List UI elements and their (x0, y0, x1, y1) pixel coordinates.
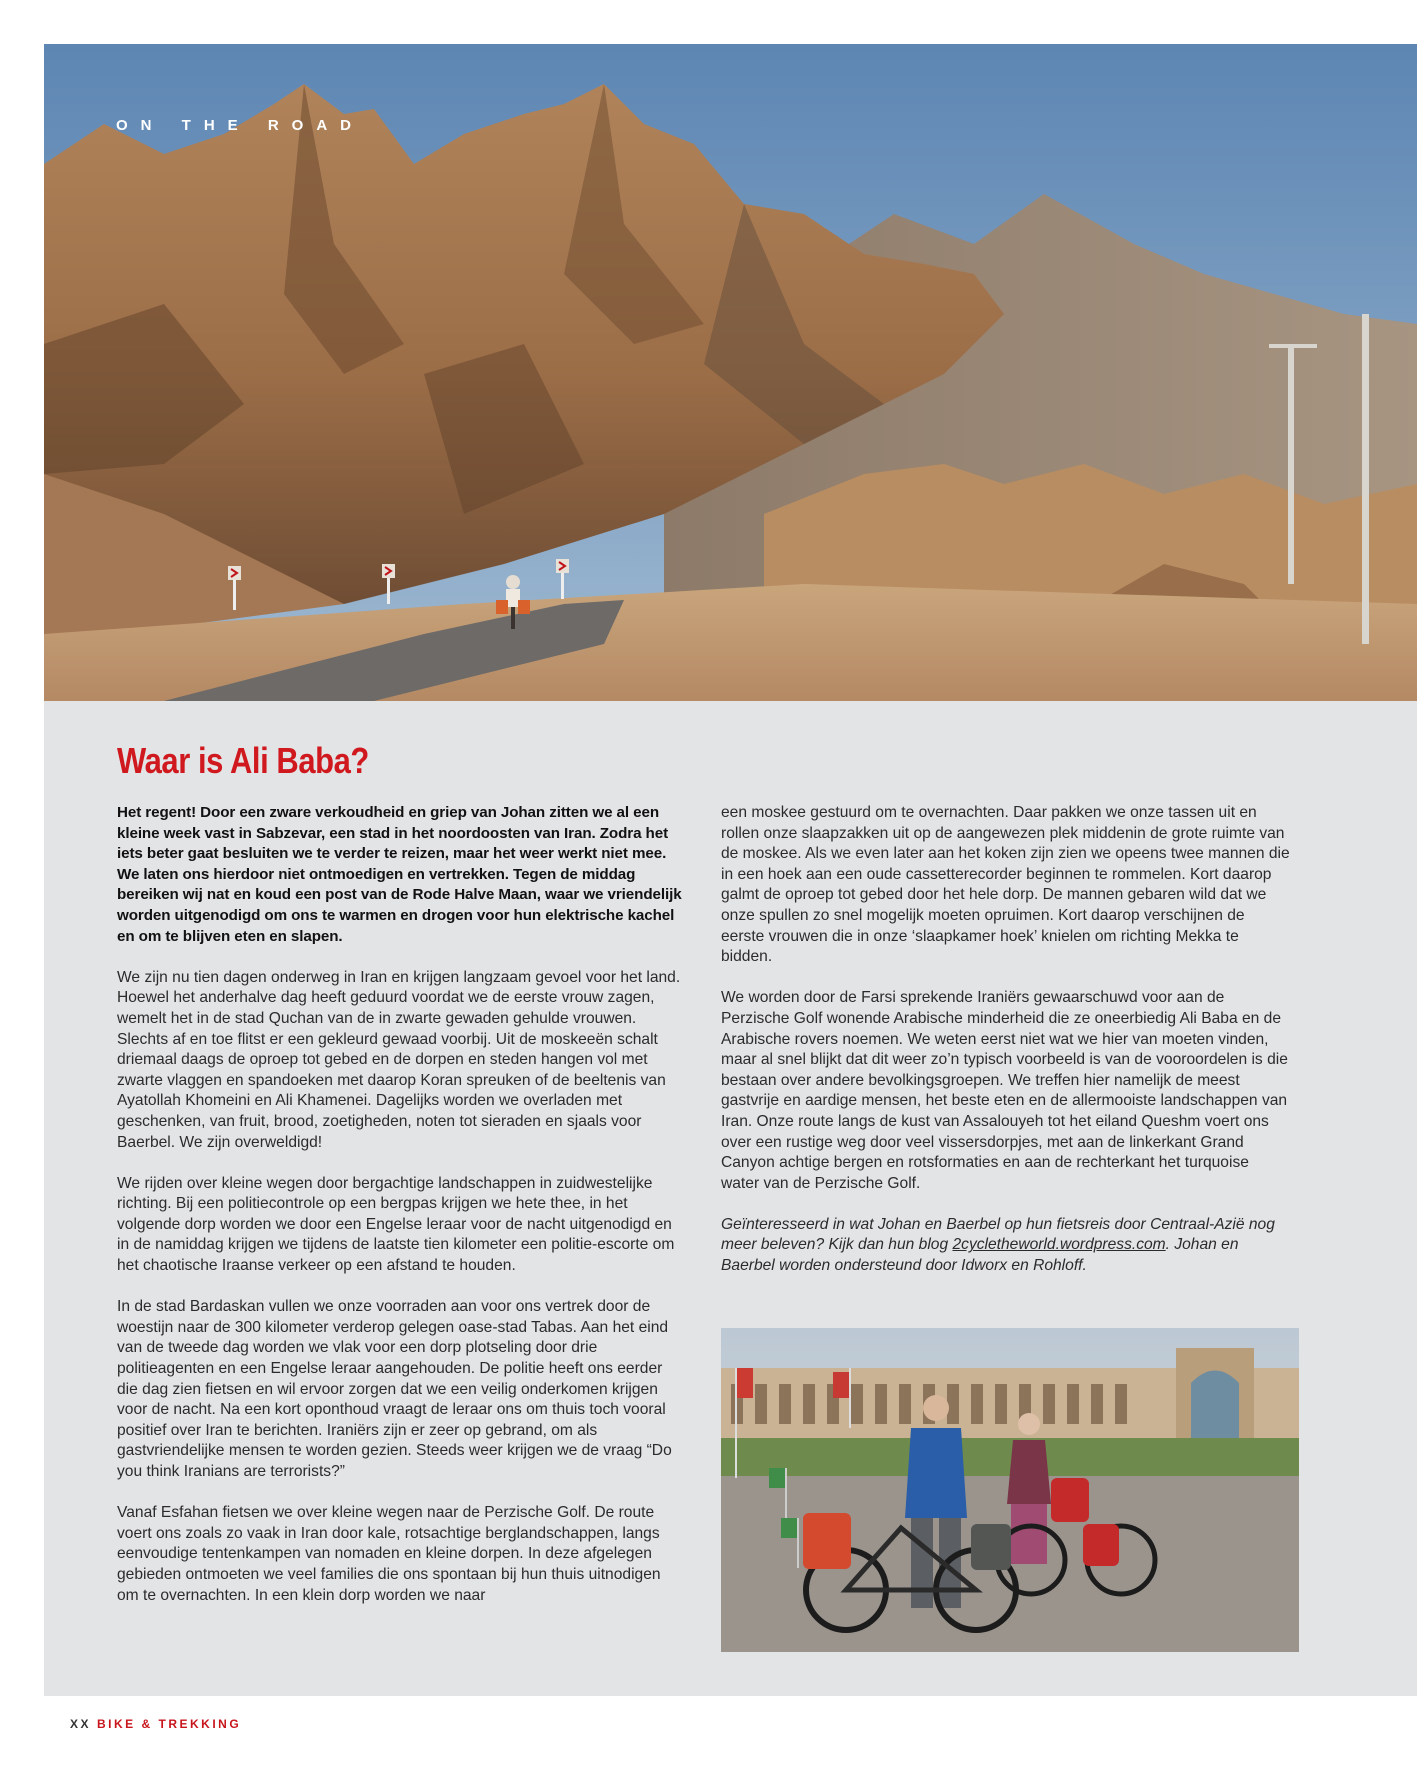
note-text-end: . Johan en Baerbel worden ondersteund door Idworx en Rohloff. (721, 1236, 1239, 1275)
body-paragraph: een moskee gestuurd om te overnachten. Daar pakken we onze tassen uit en rollen onze slaapzakken uit op de aangewezen plek middenin de grote ruimte van de moskee. Als we even later aan het koken zijn zien we opeens twee mannen die in een hoek aan een oude cassetterecorder beginnen te rommelen. Kort daarop galmt de oproep tot gebed door het hele dorp. De mannen gebaren wild dat we onze spullen zo snel mogelijk moeten opruimen. Kort daarop verschijnen de eerste vrouwen die in onze ‘slaapkamer hoek’ knielen om richting Mekka te bidden. (721, 804, 1290, 966)
blog-link[interactable]: 2cycletheworld.wordpress.com (952, 1236, 1166, 1254)
page-footer (70, 1717, 241, 1731)
note-text: Geïnteresseerd in wat Johan en Baerbel op hun fietsreis door Centraal-Azië nog meer beleven? Kijk dan hun blog (721, 1215, 1275, 1254)
section-kicker: ON THE ROAD (116, 117, 364, 134)
text-column-right (721, 803, 1291, 1297)
body-paragraph: We worden door de Farsi sprekende Iraniërs gewaarschuwd voor aan de Perzische Golf wonende Arabische minderheid die ze oneerbiedig Ali Baba en de Arabische rovers noemen. We weten eerst niet wat we hier van moeten vinden, maar al snel blijkt dat dit weer zo’n typisch voorbeeld is van de vooroordelen is die bestaan over andere bevolkingsgroepen. We treffen hier namelijk de meest gastvrije en aardige mensen, het beste eten en de allermooiste landschappen van Iran. Onze route langs de kust van Assalouyeh tot het eiland Queshm voert ons over een rustige weg door veel vissersdorpjes, met aan de linkerkant Grand Canyon achtige bergen en rotsformaties en aan de rechterkant het turquoise water van de Perzische Golf. (721, 989, 1288, 1192)
page-number: XX (70, 1717, 92, 1731)
body-paragraph: We zijn nu tien dagen onderweg in Iran en krijgen langzaam gevoel voor het land. Hoewel het anderhalve dag heeft geduurd voordat we de eerste vrouw zagen, wemelt het in de stad Quchan van de in zwarte gewaden gehulde vrouwen. Slechts af en toe flitst er een gekleurd gewaad voorbij. Uit de moskeeën schalt driemaal daags de oproep tot gebed en de dorpen en steden hangen vol met zwarte vlaggen en spandoeken met daarop Koran spreuken of de beeltenis van Ayatollah Khomeini en Ali Khamenei. Dagelijks worden we overladen met geschenken, van fruit, brood, zoetigheden, noten tot sieraden en sjaals voor Baerbel. We zijn overweldigd! (117, 968, 681, 1151)
magazine-name: BIKE & TREKKING (97, 1717, 242, 1731)
body-paragraph: Vanaf Esfahan fietsen we over kleine wegen naar de Perzische Golf. De route voert ons zoals zo vaak in Iran door kale, rotsachtige berglandschappen, langs eenvoudige tentenkampen van nomaden en kleine dorpen. In deze afgelegen gebieden ontmoeten we veel families die ons spontaan bij hun thuis uitnodigen om te overnachten. In een klein dorp worden we naar (117, 1504, 661, 1604)
article-headline: Waar is Ali Baba? (117, 740, 369, 781)
body-paragraph: We rijden over kleine wegen door bergachtige landschappen in zuidwestelijke richting. Bij een politiecontrole op een bergpas krijgen we hete thee, in het volgende dorp worden we door een Engelse leraar voor de nacht uitgenodigd en in de namiddag krijgen we tijdens de laatste tien kilometer een politie-escorte om het chaotische Iraanse verkeer op een afstand te houden. (117, 1174, 675, 1275)
text-column-left (117, 803, 683, 1627)
hero-photo (44, 44, 1417, 701)
body-paragraph: In de stad Bardaskan vullen we onze voorraden aan voor ons vertrek door de woestijn naar de 300 kilometer verderop gelegen oase-stad Tabas. Aan het eind van de tweede dag worden we vlak voor een dorp plotseling door drie politieagenten en een Engelse leraar aangehouden. De politie heeft ons eerder die dag zien fietsen en wil ervoor zorgen dat we een veilig onderkomen krijgen voor de nacht. Na een kort oponthoud vraagt de leraar ons om thuis toch vooral positief over Iran te berichten. Iraniërs zijn er zeer op gebrand, om als gastvriendelijke mensen te worden gezien. Steeds weer krijgen we de vraag “Do you think Iranians are terrorists?” (117, 1298, 672, 1480)
cyclists-photo (721, 1328, 1299, 1652)
lead-paragraph: Het regent! Door een zware verkoudheid en griep van Johan zitten we al een kleine week vast in Sabzevar, een stad in het noordoosten van Iran. Zodra het iets beter gaat besluiten we te verder te reizen, maar het weer werkt niet mee. We laten ons hierdoor niet ontmoedigen en vertrekken. Tegen de middag bereiken wij nat en koud een post van de Rode Halve Maan, waar we vriendelijk worden uitgenodigd om ons te warmen en drogen voor hun elektrische kachel en om te blijven eten en slapen. (117, 804, 682, 945)
author-note (721, 1215, 1291, 1277)
